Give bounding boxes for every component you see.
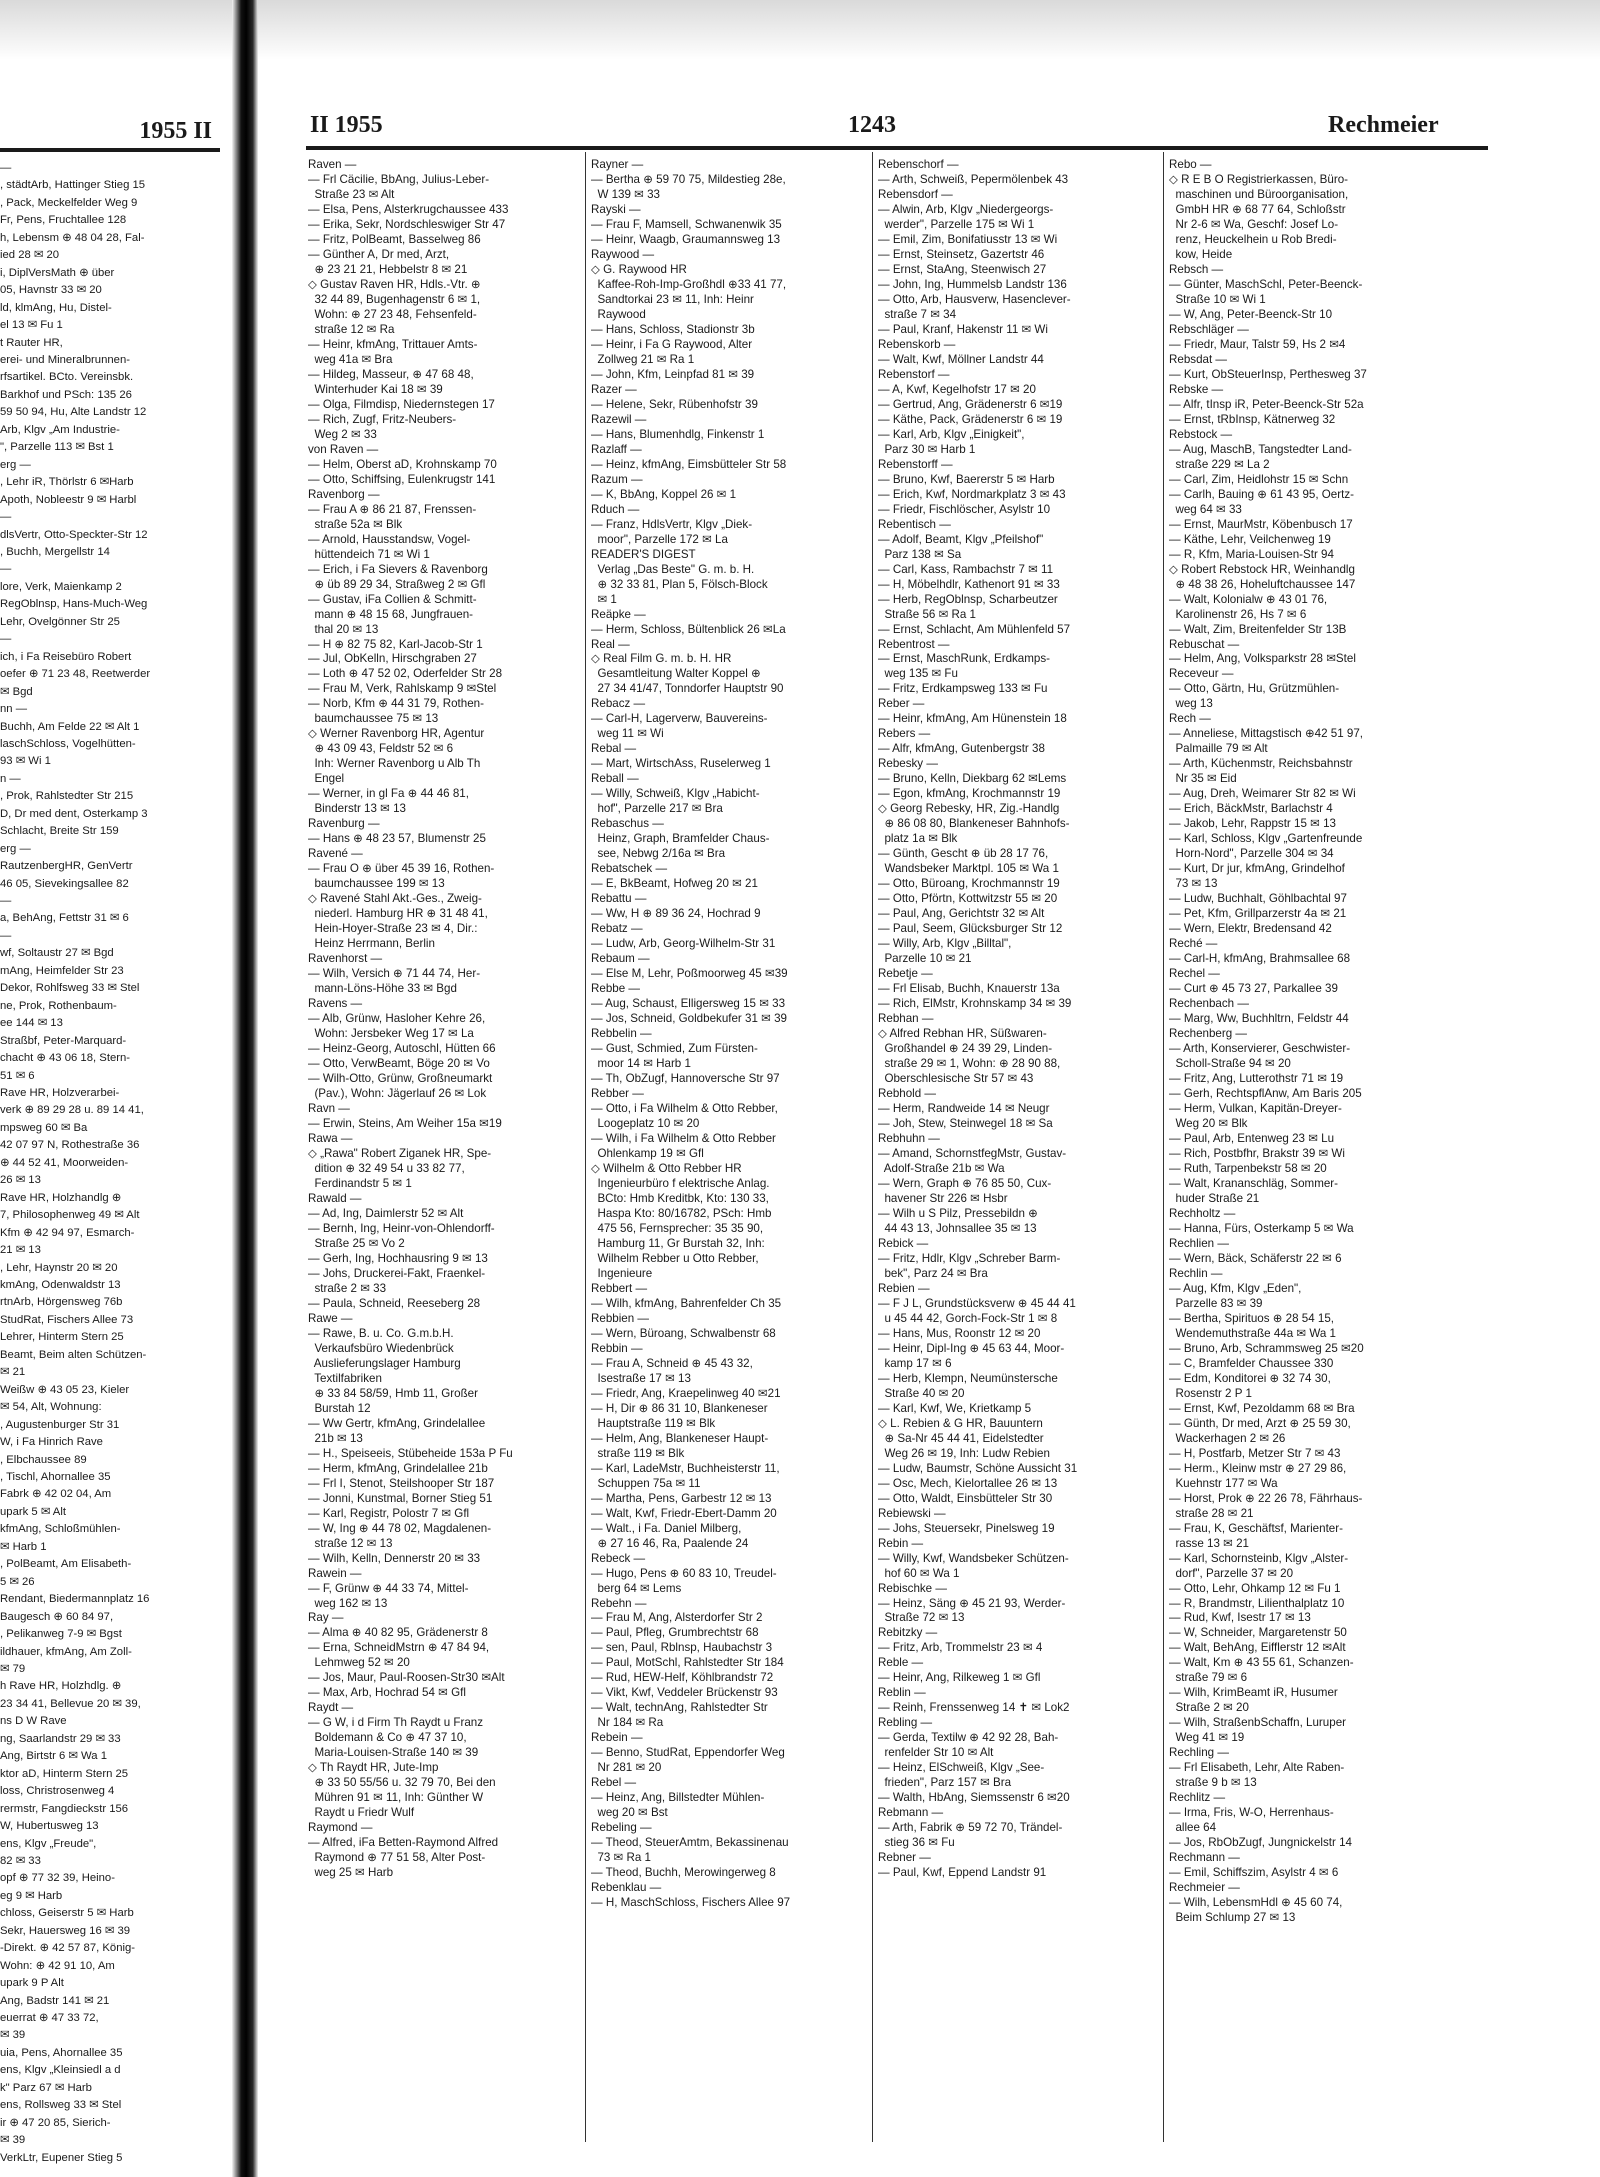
book-gutter [232,0,258,2177]
directory-column-1: Raven — — Frl Cäcilie, BbAng, Julius-Leber- Straße 23 ✉ Alt — Elsa, Pens, Alsterkrugchaussee 433 — Erika, Sekr, Nordschleswiger Str 47 — Fritz, PolBeamt, Basselweg 86 — Günther A, Dr med, Arzt, ⊕ 23 21 21, Hebbelstr 8 ✉ 21 ◇ Gustav Raven HR, Hdls.-Vtr. ⊕ 32 44 89, Bugenhagenstr 6 ✉ 1, Wohn: ⊕ 27 23 48, Fehsenfeld- straße 12 ✉ Ra — Heinr, kfmAng, Trittauer Amts- weg 41a ✉ Bra — Hildeg, Masseur, ⊕ 47 68 48, Winterhuder Kai 18 ✉ 39 — Olga, Filmdisp, Niedernstegen 17 — Rich, Zugf, Fritz-Neubers- Weg 2 ✉ 33 von Raven — — Helm, Oberst aD, Krohnskamp 70 — Otto, Schiffsing, Eulenkrugstr 141 Ravenborg — — Frau A ⊕ 86 21 87, Frenssen- straße 52a ✉ Blk — Arnold, Hausstandsw, Vogel- hüttendeich 71 ✉ Wi 1 — Erich, i Fa Sievers & Ravenborg ⊕ üb 89 29 34, Straßweg 2 ✉ Gfl — Gustav, iFa Collien & Schmitt- mann ⊕ 48 15 68, Jungfrauen- thal 20 ✉ 13 — H ⊕ 82 75 82, Karl-Jacob-Str 1 — Jul, ObKelln, Hirschgraben 27 — Loth ⊕ 47 52 02, Oderfelder Str 28 — Frau M, Verk, Rahlskamp 9 ✉Stel — Norb, Kfm ⊕ 44 31 79, Rothen- baumchaussee 75 ✉ 13 ◇ Werner Ravenborg HR, Agentur ⊕ 43 09 43, Feldstr 52 ✉ 6 Inh: Werner Ravenborg u Alb Th Engel — Werner, in gl Fa ⊕ 44 46 81, Binderstr 13 ✉ 13 Ravenburg — — Hans ⊕ 48 23 57, Blumenstr 25 Ravené — — Frau O ⊕ über 45 39 16, Rothen- baumchaussee 199 ✉ 13 ◇ Ravené Stahl Akt.-Ges., Zweig- niederl. Hamburg HR ⊕ 31 48 41, Hein-Hoyer-Straße 23 ✉ 4, Dir.: Heinz Herrmann, Berlin Ravenhorst — — Wilh, Versich ⊕ 71 44 74, Her- mann-Löns-Höhe 33 ✉ Bgd Ravens — — Alb, Grünw, Hasloher Kehre 26, Wohn: Jersbeker Weg 17 ✉ La — Heinz-Georg, Autoschl, Hütten 66 — Otto, VerwBeamt, Böge 20 ✉ Vo — Wilh-Otto, Grünw, Großneumarkt (Pav.), Wohn: Jägerlauf 26 ✉ Lok Ravn — — Erwin, Steins, Am Weiher 15a ✉19 Rawa — ◇ „Rawa" Robert Ziganek HR, Spe- dition ⊕ 32 49 54 u 33 82 77, Ferdinandstr 5 ✉ 1 Rawald — — Ad, Ing, Daimlerstr 52 ✉ Alt — Bernh, Ing, Heinr-von-Ohlendorff- Straße 25 ✉ Vo 2 — Gerh, Ing, Hochhausring 9 ✉ 13 — Johs, Druckerei-Fakt, Fraenkel- straße 2 ✉ 33 — Paula, Schneid, Reeseberg 28 Rawe — — Rawe, B. u. Co. G.m.b.H. Verkaufsbüro Wiedenbrück Auslieferungslager Hamburg Textilfabriken ⊕ 33 84 58/59, Hmb 11, Großer Burstah 12 — Ww Gertr, kfmAng, Grindelallee 21b ✉ 13 — H., Speiseeis, Stübeheide 153a P Fu — Herm, kfmAng, Grindelallee 21b — Frl I, Stenot, Steilshooper Str 187 — Jonni, Kunstmal, Borner Stieg 51 — Karl, Registr, Polostr 7 ✉ Gfl — W, Ing ⊕ 44 78 02, Magdalenen- straße 12 ✉ 13 — Wilh, Kelln, Dennerstr 20 ✉ 33 Rawein — — F, Grünw ⊕ 44 33 74, Mittel- weg 162 ✉ 13 Ray — — Alma ⊕ 40 82 95, Grädenerstr 8 — Erna, SchneidMstrn ⊕ 47 84 94, Lehmweg 52 ✉ 20 — Jos, Maur, Paul-Roosen-Str30 ✉Alt — Max, Arb, Hochrad 54 ✉ Gfl Raydt — — G W, i d Firm Th Raydt u Franz Boldemann & Co ⊕ 47 37 10, Maria-Louisen-Straße 140 ✉ 39 ◇ Th Raydt HR, Jute-Imp ⊕ 33 50 55/56 u. 32 79 70, Bei den Mühren 91 ✉ 11, Inh: Günther W Raydt u Friedr Wulf Raymond — — Alfred, iFa Betten-Raymond Alfred Raymond ⊕ 77 51 58, Alter Post- weg 25 ✉ Harb [308,158,513,1880]
left-page-header: 1955 II [139,118,212,144]
left-page-fragment [0,0,232,2177]
left-header-rule [0,148,220,152]
directory-column-2: Rayner — — Bertha ⊕ 59 70 75, Mildestieg 28e, W 139 ✉ 33 Rayski — — Frau F, Mamsell, Schwanenwik 35 — Heinr, Waagb, Graumannsweg 13 Raywood — ◇ G. Raywood HR Kaffee-Roh-Imp-Großhdl ⊕33 41 77, Sandtorkai 23 ✉ 11, Inh: Heinr Raywood — Hans, Schloss, Stadionstr 3b — Heinr, i Fa G Raywood, Alter Zollweg 21 ✉ Ra 1 — John, Kfm, Leinpfad 81 ✉ 39 Razer — — Helene, Sekr, Rübenhofstr 39 Razewil — — Hans, Blumenhdlg, Finkenstr 1 Razlaff — — Heinz, kfmAng, Eimsbütteler Str 58 Razum — — K, BbAng, Koppel 26 ✉ 1 Rduch — — Franz, HdlsVertr, Klgv „Diek- moor", Parzelle 172 ✉ La READER'S DIGEST Verlag „Das Beste" G. m. b. H. ⊕ 32 33 81, Plan 5, Fölsch-Block ✉ 1 Reäpke — — Herm, Schloss, Bültenblick 26 ✉La Real — ◇ Real Film G. m. b. H. HR Gesamtleitung Walter Koppel ⊕ 27 34 41/47, Tonndorfer Hauptstr 90 Rebacz — — Carl-H, Lagerverw, Bauvereins- weg 11 ✉ Wi Rebal — — Mart, WirtschAss, Ruselerweg 1 Reball — — Willy, Schweiß, Klgv „Habicht- hof", Parzelle 217 ✉ Bra Rebaschus — Heinz, Graph, Bramfelder Chaus- see, Nebwg 2/16a ✉ Bra Rebatschek — — E, BkBeamt, Hofweg 20 ✉ 21 Rebattu — — Ww, H ⊕ 89 36 24, Hochrad 9 Rebatz — — Ludw, Arb, Georg-Wilhelm-Str 31 Rebaum — — Else M, Lehr, Poßmoorweg 45 ✉39 Rebbe — — Aug, Schaust, Elligersweg 15 ✉ 33 — Jos, Schneid, Goldbekufer 31 ✉ 39 Rebbelin — — Gust, Schmied, Zum Fürsten- moor 14 ✉ Harb 1 — Th, ObZugf, Hannoversche Str 97 Rebber — — Otto, i Fa Wilhelm & Otto Rebber, Loogeplatz 10 ✉ 20 — Wilh, i Fa Wilhelm & Otto Rebber Ohlenkamp 19 ✉ Gfl ◇ Wilhelm & Otto Rebber HR Ingenieurbüro f elektrische Anlag. BCto: Hmb Kreditbk, Kto: 130 33, Haspa Kto: 80/16782, PSch: Hmb 475 56, Fernsprecher: 35 35 90, Hamburg 11, Gr Burstah 32, Inh: Wilhelm Rebber u Otto Rebber, Ingenieure Rebbert — — Wilh, kfmAng, Bahrenfelder Ch 35 Rebbien — — Wern, Büroang, Schwalbenstr 68 Rebbin — — Frau A, Schneid ⊕ 45 43 32, Isestraße 17 ✉ 13 — Friedr, Ang, Kraepelinweg 40 ✉21 — H, Dir ⊕ 86 31 10, Blankeneser Hauptstraße 119 ✉ Blk — Helm, Ang, Blankeneser Haupt- straße 119 ✉ Blk — Karl, LadeMstr, Buchheisterstr 11, Schuppen 75a ✉ 11 — Martha, Pens, Garbestr 12 ✉ 13 — Walt, Kwf, Friedr-Ebert-Damm 20 — Walt., i Fa. Daniel Milberg, ⊕ 27 16 46, Ra, Paalende 24 Rebeck — — Hugo, Pens ⊕ 60 83 10, Treudel- berg 64 ✉ Lems Rebehn — — Frau M, Ang, Alsterdorfer Str 2 — Paul, Pfleg, Grumbrechtstr 68 — sen, Paul, Rblnsp, Haubachstr 3 — Paul, MotSchl, Rahlstedter Str 184 — Rud, HEW-Helf, Köhlbrandstr 72 — Vikt, Kwf, Veddeler Brückenstr 93 — Walt, technAng, Rahlstedter Str Nr 184 ✉ Ra Rebein — — Benno, StudRat, Eppendorfer Weg Nr 281 ✉ 20 Rebel — — Heinz, Ang, Billstedter Mühlen- weg 20 ✉ Bst Rebeling — — Theod, SteuerAmtm, Bekassinenau 73 ✉ Ra 1 — Theod, Buchh, Merowingerweg 8 Rebenklau — — H, MaschSchloss, Fischers Allee 97 [591,158,791,1910]
directory-column-3: Rebenschorf — — Arth, Schweiß, Pepermölenbek 43 Rebensdorf — — Alwin, Arb, Klgv „Niedergeorgs- werder", Parzelle 175 ✉ Wi 1 — Emil, Zim, Bonifatiusstr 13 ✉ Wi — Ernst, Steinsetz, Gazertstr 46 — Ernst, StaAng, Steenwisch 27 — John, Ing, Hummelsb Landstr 136 — Otto, Arb, Hausverw, Hasenclever- straße 7 ✉ 34 — Paul, Kranf, Hakenstr 11 ✉ Wi Rebenskorb — — Walt, Kwf, Möllner Landstr 44 Rebenstorf — — A, Kwf, Kegelhofstr 17 ✉ 20 — Gertrud, Ang, Grädenerstr 6 ✉19 — Käthe, Pack, Grädenerstr 6 ✉ 19 — Karl, Arb, Klgv „Einigkeit", Parz 30 ✉ Harb 1 Rebenstorff — — Bruno, Kwf, Baererstr 5 ✉ Harb — Erich, Kwf, Nordmarkplatz 3 ✉ 43 — Friedr, Fischlöscher, Asylstr 10 Rebentisch — — Adolf, Beamt, Klgv „Pfeilshof" Parz 138 ✉ Sa — Carl, Kass, Rambachstr 7 ✉ 11 — H, Möbelhdlr, Kathenort 91 ✉ 33 — Herb, RegOblnsp, Scharbeutzer Straße 56 ✉ Ra 1 — Ernst, Schlacht, Am Mühlenfeld 57 Rebentrost — — Ernst, MaschRunk, Erdkamps- weg 135 ✉ Fu — Fritz, Erdkampsweg 133 ✉ Fu Reber — — Heinr, kfmAng, Am Hünenstein 18 Rebers — — Alfr, kfmAng, Gutenbergstr 38 Rebesky — — Bruno, Kelln, Diekbarg 62 ✉Lems — Egon, kfmAng, Krochmannstr 19 ◇ Georg Rebesky, HR, Zig.-Handlg ⊕ 86 08 80, Blankeneser Bahnhofs- platz 1a ✉ Blk — Günth, Gescht ⊕ üb 28 17 76, Wandsbeker Marktpl. 105 ✉ Wa 1 — Otto, Büroang, Krochmannstr 19 — Otto, Pförtn, Kottwitzstr 55 ✉ 20 — Paul, Ang, Gerichtstr 32 ✉ Alt — Paul, Seem, Glücksburger Str 12 — Willy, Arb, Klgv „Billtal", Parzelle 10 ✉ 21 Rebetje — — Frl Elisab, Buchh, Knauerstr 13a — Rich, ElMstr, Krohnskamp 34 ✉ 39 Rebhan — ◇ Alfred Rebhan HR, Süßwaren- Großhandel ⊕ 24 39 29, Linden- straße 29 ✉ 1, Wohn: ⊕ 28 90 88, Oberschlesische Str 57 ✉ 43 Rebhold — — Herm, Randweide 14 ✉ Neugr — Joh, Stew, Steinwegel 18 ✉ Sa Rebhuhn — — Amand, SchornstfegMstr, Gustav- Adolf-Straße 21b ✉ Wa — Wern, Graph ⊕ 76 85 50, Cux- havener Str 226 ✉ Hsbr — Wilh u S Pilz, Pressebildn ⊕ 44 43 13, Johnsallee 35 ✉ 13 Rebick — — Fritz, Hdlr, Klgv „Schreber Barm- bek", Parz 24 ✉ Bra Rebien — — F J L, Grundstücksverw ⊕ 45 44 41 u 45 44 42, Gorch-Fock-Str 1 ✉ 8 — Hans, Mus, Roonstr 12 ✉ 20 — Heinr, Dipl-Ing ⊕ 45 63 44, Moor- kamp 17 ✉ 6 — Herb, Klempn, Neumünstersche Straße 40 ✉ 20 — Karl, Kwf, We, Krietkamp 5 ◇ L. Rebien & G HR, Bauuntern ⊕ Sa-Nr 45 44 41, Eidelstedter Weg 26 ✉ 19, Inh: Ludw Rebien — Ludw, Baumstr, Schöne Aussicht 31 — Osc, Mech, Kielortallee 26 ✉ 13 — Otto, Waldt, Einsbütteler Str 30 Rebiewski — — Johs, Steuersekr, Pinelsweg 19 Rebin — — Willy, Kwf, Wandsbeker Schützen- hof 60 ✉ Wa 1 Rebischke — — Heinz, Säng ⊕ 45 21 93, Werder- Straße 72 ✉ 13 Rebitzky — — Fritz, Arb, Trommelstr 23 ✉ 4 Reble — — Heinr, Ang, Rilkeweg 1 ✉ Gfl Reblin — — Reinh, Frenssenweg 14 ✝ ✉ Lok2 Rebling — — Gerda, Textilw ⊕ 42 92 28, Bah- renfelder Str 10 ✉ Alt — Heinz, ElSchweiß, Klgv „See- frieden", Parz 157 ✉ Bra — Walth, HbAng, Siemssenstr 6 ✉20 Rebmann — — Arth, Fabrik ⊕ 59 72 70, Trändel- stieg 36 ✉ Fu Rebner — — Paul, Kwf, Eppend Landstr 91 [878,158,1078,1880]
directory-column-4: Rebo — ◇ R E B O Registrierkassen, Büro- maschinen und Büroorganisation, GmbH HR ⊕ 68 77 64, Schloßstr Nr 2-6 ✉ Wa, Geschf: Josef Lo- renz, Heuckelhein u Rob Bredi- kow, Heide Rebsch — — Günter, MaschSchl, Peter-Beenck- Straße 10 ✉ Wi 1 — W, Ang, Peter-Beenck-Str 10 Rebschläger — — Friedr, Maur, Talstr 59, Hs 2 ✉4 Rebsdat — — Kurt, ObSteuerInsp, Perthesweg 37 Rebske — — Alfr, tInsp iR, Peter-Beenck-Str 52a — Ernst, tRbInsp, Kätnerweg 32 Rebstock — — Aug, MaschB, Tangstedter Land- straße 229 ✉ La 2 — Carl, Zim, Heidlohstr 15 ✉ Schn — Carlh, Bauing ⊕ 61 43 95, Oertz- weg 64 ✉ 33 — Ernst, MaurMstr, Köbenbusch 17 — Käthe, Lehr, Veilchenweg 19 — R, Kfm, Maria-Louisen-Str 94 ◇ Robert Rebstock HR, Weinhandlg ⊕ 48 38 26, Hoheluftchaussee 147 — Walt, Kolonialw ⊕ 43 01 76, Karolinenstr 26, Hs 7 ✉ 6 — Walt, Zim, Breitenfelder Str 13B Rebuschat — — Helm, Ang, Volksparkstr 28 ✉Stel Receveur — — Otto, Gärtn, Hu, Grützmühlen- weg 13 Rech — — Anneliese, Mittagstisch ⊕42 51 97, Palmaille 79 ✉ Alt — Arth, Küchenmstr, Reichsbahnstr Nr 35 ✉ Eid — Aug, Dreh, Weimarer Str 82 ✉ Wi — Erich, BäckMstr, Barlachstr 4 — Jakob, Lehr, Rappstr 15 ✉ 13 — Karl, Schloss, Klgv „Gartenfreunde Horn-Nord", Parzelle 304 ✉ 34 — Kurt, Dr jur, kfmAng, Grindelhof 73 ✉ 13 — Ludw, Buchhalt, Göhlbachtal 97 — Pet, Kfm, Grillparzerstr 4a ✉ 21 — Wern, Elektr, Bredensand 42 Reché — — Carl-H, kfmAng, Brahmsallee 68 Rechel — — Curt ⊕ 45 73 27, Parkallee 39 Rechenbach — — Marg, Ww, Buchhltrn, Feldstr 44 Rechenberg — — Arth, Konservierer, Geschwister- Scholl-Straße 94 ✉ 20 — Fritz, Ang, Lutterothstr 71 ✉ 19 — Gerh, RechtspflAnw, Am Baris 205 — Herm, Vulkan, Kapitän-Dreyer- Weg 20 ✉ Blk — Paul, Arb, Entenweg 23 ✉ Lu — Rich, Postbfhr, Brakstr 39 ✉ Wi — Ruth, Tarpenbekstr 58 ✉ 20 — Walt, Krananschläg, Sommer- huder Straße 21 Rechholtz — — Hanna, Fürs, Osterkamp 5 ✉ Wa Rechlien — — Wern, Bäck, Schäferstr 22 ✉ 6 Rechlin — — Aug, Kfm, Klgv „Eden", Parzelle 83 ✉ 39 — Bertha, Spirituos ⊕ 28 54 15, Wendemuthstraße 44a ✉ Wa 1 — Bruno, Arb, Schrammsweg 25 ✉20 — C, Bramfelder Chaussee 330 — Edm, Konditorei ⊕ 32 74 30, Rosenstr 2 P 1 — Ernst, Kwf, Pezoldamm 68 ✉ Bra — Günth, Dr med, Arzt ⊕ 25 59 30, Wackerhagen 2 ✉ 26 — H, Postfarb, Metzer Str 7 ✉ 43 — Herm., Kleinw mstr ⊕ 27 29 86, Kuehnstr 177 ✉ Wa — Horst, Prok ⊕ 22 26 78, Fährhaus- straße 28 ✉ 21 — Frau, K, Geschäftsf, Marienter- rasse 13 ✉ 21 — Karl, Schornsteinb, Klgv „Alster- dorf", Parzelle 37 ✉ 20 — Otto, Lehr, Ohkamp 12 ✉ Fu 1 — R, Brandmstr, Lilienthalplatz 10 — Rud, Kwf, Isestr 17 ✉ 13 — W, Schneider, Margaretenstr 50 — Walt, BehAng, Eifflerstr 12 ✉Alt — Walt, Km ⊕ 43 55 61, Schanzen- straße 79 ✉ 6 — Wilh, KrimBeamt iR, Husumer Straße 2 ✉ 20 — Wilh, StraßenbSchaffn, Luruper Weg 41 ✉ 19 Rechling — — Frl Elisabeth, Lehr, Alte Raben- straße 9 b ✉ 13 Rechlitz — — Irma, Fris, W-O, Herrenhaus- allee 64 — Jos, RbObZugf, Jungnickelstr 14 Rechmann — — Emil, Schiffszim, Asylstr 4 ✉ 6 Rechmeier — — Wilh, LebensmHdl ⊕ 45 60 74, Beim Schlump 27 ✉ 13 [1169,158,1367,1925]
right-page [258,0,1600,2177]
page-header-keyword: Rechmeier [1328,112,1439,138]
header-rule [306,146,1488,150]
left-page-text: — , städtArb, Hattinger Stieg 15 , Pack, Meckelfelder Weg 9 Fr, Pens, Fruchtallee 128 h, Lebensm ⊕ 48 04 28, Fal- ied 28 ✉ 20 i, DiplVersMath ⊕ über 05, Havnstr 33 ✉ 20 ld, klmAng, Hu, Distel- el 13 ✉ Fu 1 t Rauter HR, erei- und Mineralbrunnen- rfsartikel. BCto. Vereinsbk. Barkhof und PSch: 135 26 59 50 94, Hu, Alte Landstr 12 Arb, Klgv „Am Industrie- ", Parzelle 113 ✉ Bst 1 erg — , Lehr iR, Thörlstr 6 ✉Harb Apoth, Nobleestr 9 ✉ Harbl — dlsVertr, Otto-Speckter-Str 12 , Buchh, Mergellstr 14 — lore, Verk, Maienkamp 2 RegOblnsp, Hans-Much-Weg Lehr, Ovelgönner Str 25 — ich, i Fa Reisebüro Robert oefer ⊕ 71 23 48, Reetwerder ✉ Bgd nn — Buchh, Am Felde 22 ✉ Alt 1 laschSchloss, Vogelhütten- 93 ✉ Wi 1 n — , Prok, Rahlstedter Str 215 D, Dr med dent, Osterkamp 3 Schlacht, Breite Str 159 erg — RautzenbergHR, GenVertr 46 05, Sievekingsallee 82 — a, BehAng, Fettstr 31 ✉ 6 — wf, Soltaustr 27 ✉ Bgd mAng, Heimfelder Str 23 Dekor, Rohlfsweg 33 ✉ Stel ne, Prok, Rothenbaum- ee 144 ✉ 13 Straßbf, Peter-Marquard- chacht ⊕ 43 06 18, Stern- 51 ✉ 6 Rave HR, Holzverarbei- verk ⊕ 89 29 28 u. 89 14 41, mpsweg 60 ✉ Ba 42 07 97 N, Rothestraße 36 ⊕ 44 52 41, Moorweiden- 26 ✉ 13 Rave HR, Holzhandlg ⊕ 7, Philosophenweg 49 ✉ Alt Kfm ⊕ 42 94 97, Esmarch- 21 ✉ 13 , Lehr, Haynstr 20 ✉ 20 kmAng, Odenwaldstr 13 rtnArb, Hörgensweg 76b StudRat, Fischers Allee 73 Lehrer, Hinterm Stern 25 Beamt, Beim alten Schützen- ✉ 21 Weißw ⊕ 43 05 23, Kieler ✉ 54, Alt, Wohnung: , Augustenburger Str 31 W, i Fa Hinrich Rave , Elbchaussee 89 , Tischl, Ahornallee 35 Fabrk ⊕ 42 02 04, Am upark 5 ✉ Alt kfmAng, Schloßmühlen- ✉ Harb 1 , PolBeamt, Am Elisabeth- 5 ✉ 26 Rendant, Biedermannplatz 16 Baugesch ⊕ 60 84 97, , Pelikanweg 7-9 ✉ Bgst ildhauer, kfmAng, Am Zoll- ✉ 79 h Rave HR, Holzhdlg. ⊕ 23 34 41, Bellevue 20 ✉ 39, ns D W Rave ng, Saarlandstr 29 ✉ 33 Ang, Birtstr 6 ✉ Wa 1 ktor aD, Hinterm Stern 25 loss, Christrosenweg 4 rermstr, Fangdieckstr 156 W, Hubertusweg 13 ens, Klgv „Freude", 82 ✉ 33 opf ⊕ 77 32 39, Heino- eg 9 ✉ Harb chloss, Geiserstr 5 ✉ Harb Sekr, Hauersweg 16 ✉ 39 -Direkt. ⊕ 42 57 87, König- Wohn: ⊕ 42 91 10, Am upark 9 P Alt Ang, Badstr 141 ✉ 21 euerrat ⊕ 47 33 72, ✉ 39 uia, Pens, Ahornallee 35 ens, Klgv „Kleinsiedl a d k" Parz 67 ✉ Harb ens, Rollsweg 33 ✉ Stel ir ⊕ 47 20 85, Sierich- ✉ 39 VerkLtr, Eupener Stieg 5 [0,162,151,2164]
page-header-year: II 1955 [310,112,383,138]
page-number: 1243 [848,112,896,138]
